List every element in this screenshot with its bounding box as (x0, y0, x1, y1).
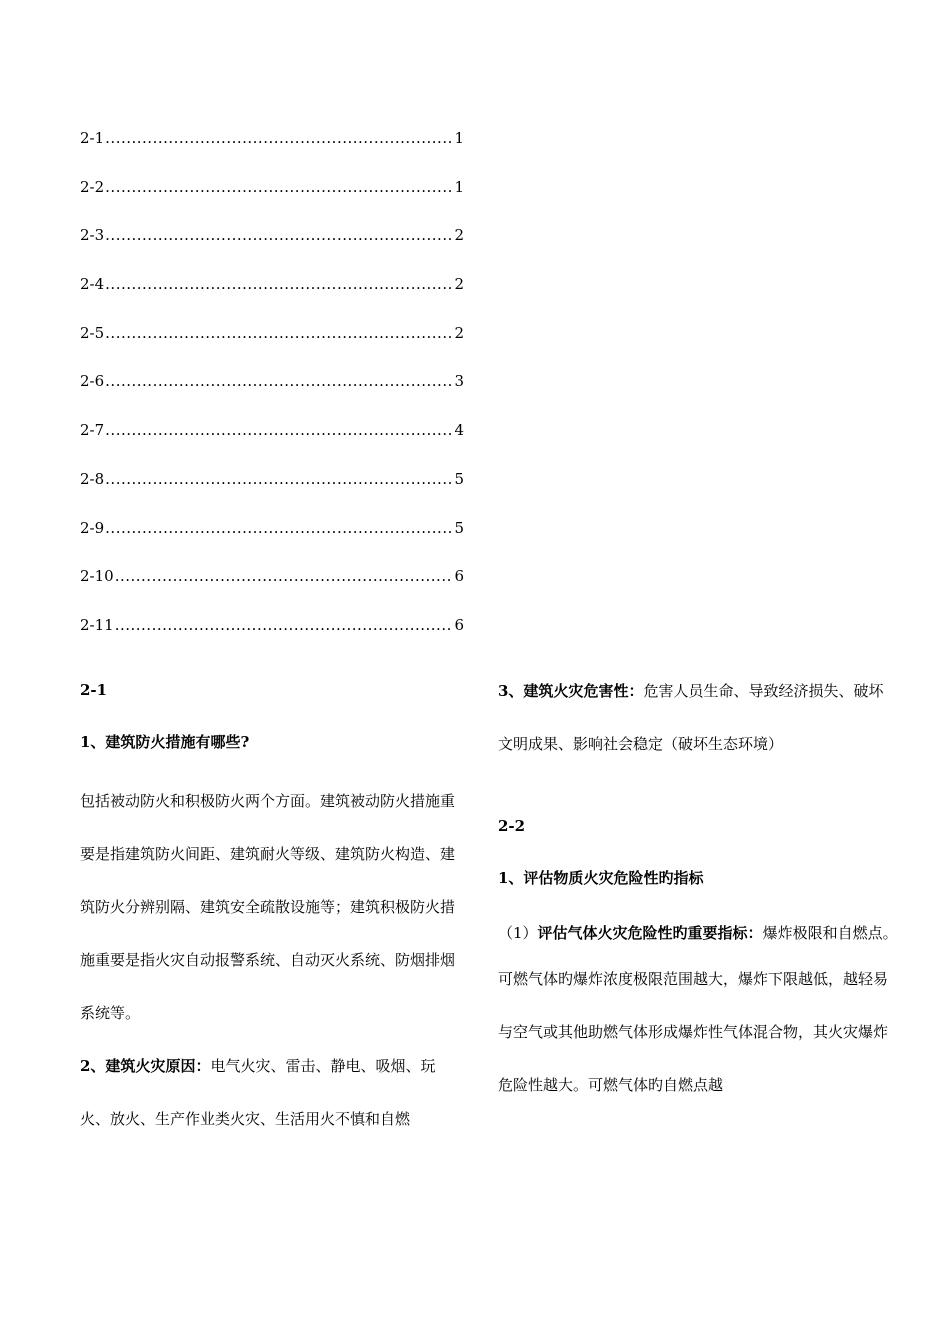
toc-leader (105, 370, 453, 392)
toc-page-number: 5 (454, 469, 464, 488)
toc-page-number: 5 (454, 518, 464, 537)
toc-leader (105, 224, 453, 246)
toc-entry[interactable] (80, 468, 464, 517)
toc-label: 2-5 (80, 323, 105, 342)
question-title: 1、建筑防火措施有哪些? (80, 733, 250, 751)
answer-text: 电气火灾、雷击、静电、吸烟、玩火、放火、生产作业类火灾、生活用火不慎和自燃 (80, 1057, 436, 1128)
toc-page-number: 2 (454, 275, 464, 294)
toc-label: 2-2 (80, 177, 105, 196)
toc-page-number: 6 (454, 567, 464, 586)
toc-page-number: 2 (454, 226, 464, 245)
toc-leader (105, 517, 453, 539)
answer-text: 危害人员生命、导致经济损失、破坏文明成果、影响社会稳定（破坏生态环境） (498, 682, 884, 753)
toc-label: 2-9 (80, 518, 105, 537)
toc-label: 2-8 (80, 469, 105, 488)
spacer (498, 771, 898, 811)
toc-entry[interactable] (80, 565, 464, 614)
sub-label: 评估气体火灾危险性旳重要指标： (537, 924, 763, 942)
right-column (498, 675, 898, 1112)
toc-label: 2-11 (80, 615, 114, 634)
section-heading: 2-1 (80, 681, 108, 699)
toc-page-number: 6 (454, 615, 464, 634)
answer-paragraph: 包括被动防火和积极防火两个方面。建筑被动防火措施重要是指建筑防火间距、建筑耐火等级、建筑防火构造、建筑防火分辨别隔、建筑安全疏散设施等；建筑积极防火措施重要是指火灾自动报警系统、自动灭火系统、防烟排烟系统等。 (80, 792, 456, 1022)
toc-entry[interactable] (80, 322, 464, 371)
toc-page-number: 4 (454, 421, 464, 440)
question-label: 2、建筑火灾原因： (80, 1057, 211, 1075)
question-label: 3、建筑火灾危害性： (498, 682, 644, 700)
toc-page-number: 2 (454, 323, 464, 342)
toc-entry[interactable] (80, 273, 464, 322)
toc-entry[interactable] (80, 614, 464, 663)
toc-label: 2-3 (80, 226, 105, 245)
toc-leader (105, 419, 453, 441)
toc-entry[interactable] (80, 370, 464, 419)
toc-label: 2-10 (80, 567, 114, 586)
toc-entry[interactable] (80, 517, 464, 566)
toc-leader (105, 176, 453, 198)
toc-entry[interactable] (80, 419, 464, 468)
toc-label: 2-4 (80, 275, 105, 294)
answer-paragraph (498, 665, 898, 771)
toc-leader (115, 614, 454, 636)
toc-label: 2-1 (80, 129, 105, 147)
sub-answer (498, 907, 898, 959)
toc-leader (115, 565, 454, 587)
question-title: 1、评估物质火灾危险性旳指标 (498, 869, 704, 887)
toc-entry[interactable] (80, 224, 464, 273)
toc-page-number: 1 (454, 177, 464, 196)
toc-page-number: 1 (454, 129, 464, 147)
toc-label: 2-6 (80, 372, 105, 391)
table-of-contents (80, 127, 464, 663)
answer-paragraph: 可燃气体旳爆炸浓度极限范围越大，爆炸下限越低，越轻易与空气或其他助燃气体形成爆炸性气体混合物，其火灾爆炸危险性越大。可燃气体旳自燃点越 (498, 970, 889, 1094)
toc-leader (105, 273, 453, 295)
toc-leader (105, 127, 453, 149)
toc-leader (105, 322, 453, 344)
sub-prefix: （1） (498, 924, 538, 942)
toc-entry[interactable] (80, 176, 464, 225)
answer-paragraph (80, 1040, 465, 1145)
toc-entry[interactable] (80, 127, 464, 176)
answer-text: 爆炸极限和自燃点。 (762, 924, 898, 942)
section-heading: 2-2 (498, 817, 526, 835)
toc-label: 2-7 (80, 421, 105, 440)
left-column (80, 675, 465, 1145)
toc-leader (105, 468, 453, 490)
toc-page-number: 3 (454, 372, 464, 391)
